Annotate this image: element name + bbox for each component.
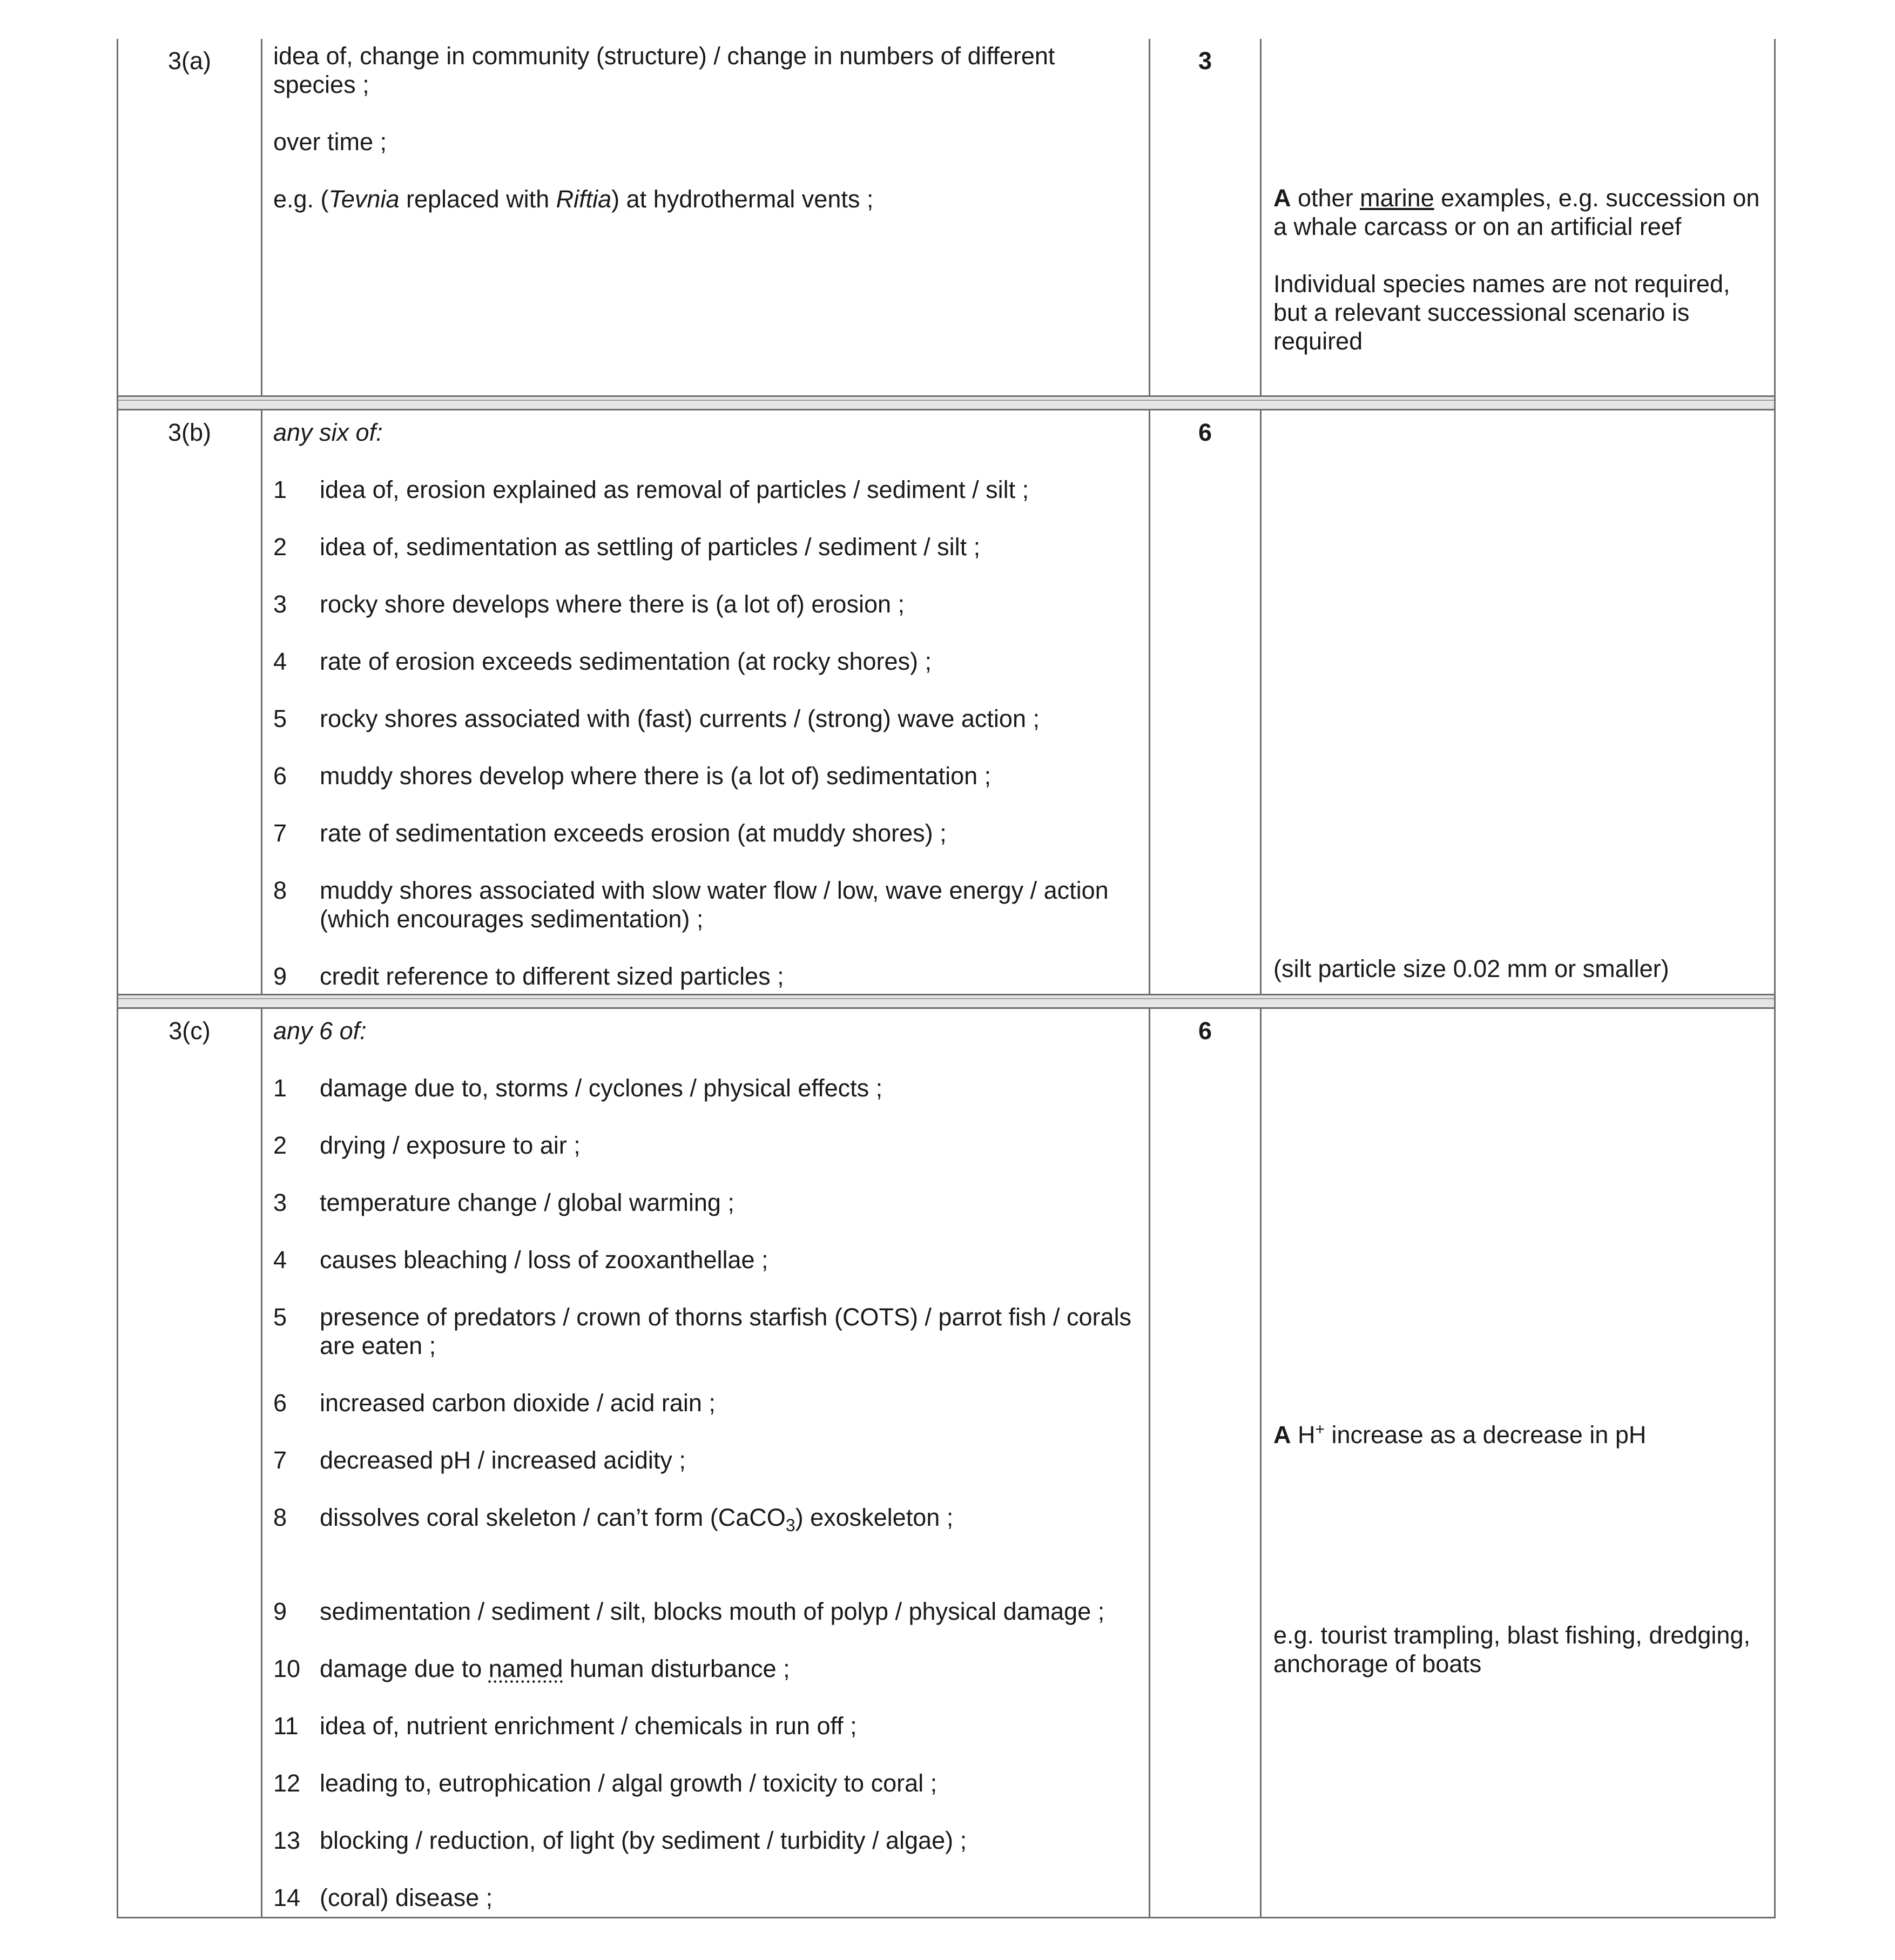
item-number: 13 [273,1827,301,1854]
list-item [273,819,1138,847]
item-text: rate of sedimentation exceeds erosion (at muddy shores) ; [320,819,947,847]
accept-marker: A [1273,1421,1291,1449]
row-3c [118,1009,1774,1918]
guidance-note: Individual species names are not required, but a relevant successional scenario is required [1273,270,1730,355]
species-name: Riftia [556,185,612,213]
guidance-note: e.g. tourist trampling, blast fishing, dredging, anchorage of boats [1273,1621,1750,1678]
answer-cell [261,410,1149,994]
text-fragment: ) at hydrothermal vents ; [611,185,874,213]
list-item [273,1303,1138,1360]
text-fragment: examples, e.g. succession on a whale carcass or on an artificial reef [1273,184,1760,240]
item-number: 8 [273,877,287,904]
list-item [273,590,1138,618]
item-number: 2 [273,1131,287,1159]
item-number: 10 [273,1655,301,1682]
guidance-note [1273,184,1763,241]
item-text: increased carbon dioxide / acid rain ; [320,1389,716,1417]
item-text: damage due to, storms / cyclones / physical effects ; [320,1074,883,1102]
item-number: 6 [273,1389,287,1417]
question-number: 3(a) [167,47,212,75]
item-number: 5 [273,705,287,732]
list-item [273,962,1138,991]
list-item [273,647,1138,676]
list-item [273,1503,1138,1540]
list-item [273,1446,1138,1474]
item-text: muddy shores develop where there is (a lot of) sedimentation ; [320,762,992,790]
item-text: drying / exposure to air ; [320,1131,581,1159]
question-number: 3(c) [168,1017,211,1045]
item-number: 8 [273,1504,287,1531]
text-fragment: ) exoskeleton ; [795,1504,954,1531]
list-item [273,1389,1138,1417]
list-item [273,1883,1138,1912]
guidance-cell [1260,410,1771,994]
item-text: decreased pH / increased acidity ; [320,1446,686,1474]
marks-cell: 3 [1149,39,1260,395]
item-text: sedimentation / sediment / silt, blocks mouth of polyp / physical damage ; [320,1598,1105,1625]
item-number: 2 [273,533,287,561]
text-fragment: human disturbance ; [563,1655,790,1682]
text-fragment: H [1291,1421,1316,1449]
row-3b [118,410,1774,994]
underlined-word: named [488,1655,563,1682]
answer-cell [261,1009,1149,1917]
item-text: leading to, eutrophication / algal growth / toxicity to coral ; [320,1769,938,1797]
item-number: 4 [273,648,287,675]
item-text [320,1503,1138,1540]
text-fragment: other [1291,184,1360,212]
item-number: 9 [273,962,287,990]
list-item [273,1245,1138,1274]
item-text: credit reference to different sized particles ; [320,962,784,990]
item-text: presence of predators / crown of thorns starfish (COTS) / parrot fish / corals are eaten ; [320,1303,1132,1359]
item-text: causes bleaching / loss of zooxanthellae ; [320,1246,768,1274]
answer-intro: any 6 of: [273,1017,367,1045]
item-number: 7 [273,1446,287,1474]
species-name: Tevnia [328,185,400,213]
list-item [273,533,1138,561]
superscript: + [1315,1420,1325,1438]
list-item [273,475,1138,504]
item-number: 1 [273,476,287,503]
list-item [273,1131,1138,1160]
item-number: 14 [273,1884,301,1911]
answer-line [273,185,1138,213]
item-text: rocky shore develops where there is (a lot of) erosion ; [320,590,905,618]
answer-line: over time ; [273,128,387,156]
list-item [273,1712,1138,1740]
list-item [273,1654,1138,1683]
item-text: blocking / reduction, of light (by sediment / turbidity / algae) ; [320,1827,967,1854]
item-text: muddy shores associated with slow water flow / low, wave energy / action (which encourages sedimentation) ; [320,877,1109,933]
item-number: 6 [273,762,287,790]
answer-list [273,475,1138,991]
guidance-cell [1260,39,1771,395]
list-item [273,1826,1138,1855]
mark-scheme-table [117,39,1776,1918]
list-item [273,876,1138,933]
list-item [273,704,1138,733]
item-text [320,1654,1138,1683]
text-fragment: replaced with [399,185,556,213]
guidance-note: (silt particle size 0.02 mm or smaller) [1273,955,1669,982]
item-number: 5 [273,1303,287,1331]
guidance-cell [1260,1009,1771,1917]
list-item [273,1188,1138,1217]
item-text: idea of, erosion explained as removal of particles / sediment / silt ; [320,476,1029,503]
text-fragment: increase as a decrease in pH [1325,1421,1647,1449]
answer-intro: any six of: [273,419,383,446]
text-fragment: dissolves coral skeleton / can’t form (CaCO [320,1504,786,1531]
answer-cell [261,39,1149,395]
item-number: 7 [273,819,287,847]
list-item [273,1769,1138,1797]
text-fragment: e.g. ( [273,185,329,213]
item-text: rate of erosion exceeds sedimentation (at rocky shores) ; [320,648,932,675]
item-number: 3 [273,590,287,618]
item-text: (coral) disease ; [320,1884,493,1911]
list-item [273,1597,1138,1626]
list-item [273,762,1138,790]
item-text: temperature change / global warming ; [320,1189,734,1216]
subscript: 3 [785,1516,795,1535]
item-text: idea of, nutrient enrichment / chemicals in run off ; [320,1712,857,1740]
item-text: rocky shores associated with (fast) currents / (strong) wave action ; [320,705,1040,732]
guidance-note [1273,1415,1763,1449]
marks-cell: 6 [1149,1009,1260,1917]
item-number: 11 [273,1712,299,1740]
marks-cell: 6 [1149,410,1260,994]
text-fragment: damage due to [320,1655,489,1682]
item-number: 4 [273,1246,287,1274]
section-divider [118,994,1774,1009]
question-number: 3(b) [167,419,212,446]
answer-line: idea of, change in community (structure) / change in numbers of different species ; [273,42,1055,98]
item-number: 9 [273,1598,287,1625]
row-3a [118,39,1774,395]
list-item [273,1074,1138,1102]
section-divider [118,395,1774,410]
item-number: 12 [273,1769,301,1797]
item-number: 1 [273,1074,287,1102]
item-number: 3 [273,1189,287,1216]
item-text: idea of, sedimentation as settling of particles / sediment / silt ; [320,533,981,561]
underlined-word: marine [1360,184,1434,212]
answer-list [273,1074,1138,1912]
accept-marker: A [1273,184,1291,212]
